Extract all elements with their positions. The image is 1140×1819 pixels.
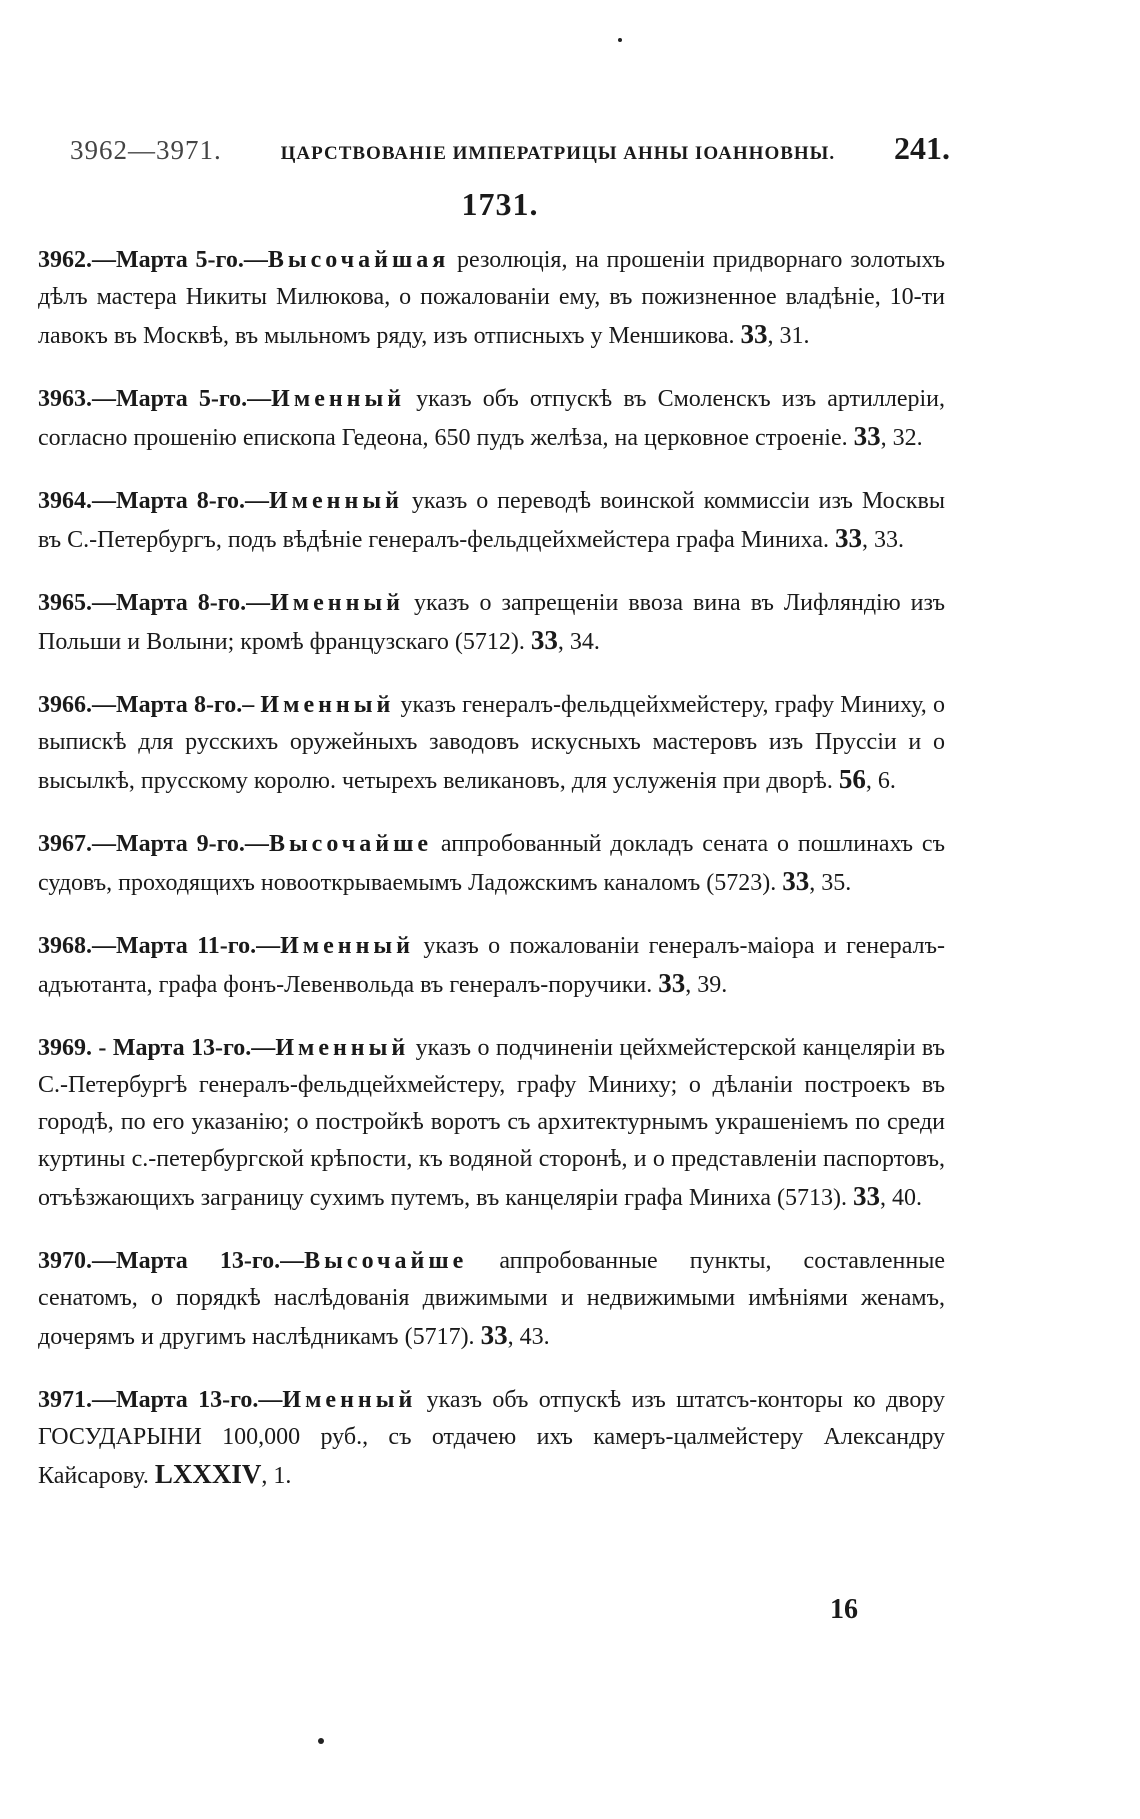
entry-number: 3966. xyxy=(38,692,92,718)
entry-volume: 33 xyxy=(658,968,686,998)
entry-volume: 33 xyxy=(835,523,862,553)
entry-kind: Высочайше xyxy=(304,1248,468,1274)
entry-number: 3963. xyxy=(38,386,92,412)
entry-volume: 33 xyxy=(530,625,558,655)
entry-number: 3968. xyxy=(38,933,92,959)
entry-date: —Марта 11-го.— xyxy=(92,933,281,959)
entry-date: —Марта 5-го.— xyxy=(92,386,272,412)
entry-kind: Именный xyxy=(269,488,403,514)
entry-text: аппробованный докладъ сената о пошлинахъ съ судовъ, проходящихъ новооткрываемымъ Ладожскимъ каналомъ (5723). xyxy=(38,831,945,896)
ink-speck xyxy=(318,1738,324,1744)
entry-page: , 32. xyxy=(880,425,923,451)
entry-date: —Марта 8-го.— xyxy=(92,488,269,514)
entry xyxy=(38,1030,945,1217)
entry-text: указъ о пожалованіи генералъ-маіора и генералъ-адъютанта, графа фонъ-Левенвольда въ генералъ-поручики. xyxy=(38,933,946,998)
entry-kind: Именный xyxy=(270,590,404,616)
entry-date: —Марта 8-го.— xyxy=(92,590,271,616)
entry xyxy=(38,483,945,559)
running-header xyxy=(70,130,950,167)
entry-text: указъ объ отпускѣ въ Смоленскъ изъ артиллеріи, согласно прошенію епископа Гедеона, 650 пудъ желѣза, на церковное строеніе. xyxy=(38,386,945,451)
running-title: ЦАРСТВОВАНІЕ ИМПЕРАТРИЦЫ АННЫ ІОАННОВНЫ. xyxy=(280,143,836,164)
entry-number: 3964. xyxy=(38,488,92,514)
entries-list xyxy=(38,242,945,1521)
entry xyxy=(38,381,945,457)
entry-kind: Именный xyxy=(271,386,406,412)
entry-number: 3971. xyxy=(38,1387,92,1413)
entry xyxy=(38,1243,945,1356)
page-number: 241. xyxy=(893,130,950,166)
entry-date: —Марта 13-го.— xyxy=(92,1248,305,1274)
entry-date: —Марта 13-го.— xyxy=(92,1387,283,1413)
entry-text: указъ о запрещеніи ввоза вина въ Лифляндію изъ Польши и Волыни; кромѣ французскаго (5712). xyxy=(38,590,945,655)
entry-page: , 35. xyxy=(809,870,852,896)
entry xyxy=(38,585,945,661)
entry-kind: Именный xyxy=(260,692,395,718)
entry-page: , 31. xyxy=(767,323,810,349)
entry-page: , 43. xyxy=(507,1324,550,1350)
entry-kind: Высочайше xyxy=(268,831,432,857)
entry-volume: 56 xyxy=(838,764,866,794)
entry-kind: Высочайшая xyxy=(267,247,450,273)
entry-page: , 1. xyxy=(261,1463,292,1489)
entry-volume: 33 xyxy=(740,319,768,349)
entry-number: 3962. xyxy=(38,247,92,273)
entry xyxy=(38,1382,945,1495)
entry xyxy=(38,242,945,355)
entry-page: , 40. xyxy=(880,1185,923,1211)
entry xyxy=(38,928,945,1004)
entry-text: резолюція, на прошеніи придворнаго золотыхъ дѣлъ мастера Никиты Милюкова, о пожалованіи ему, въ пожизненное владѣніе, 10-ти лавокъ въ Москвѣ, въ мыльномъ ряду, изъ отписныхъ у Меншикова. xyxy=(38,247,945,349)
entry-volume: LXXXIV xyxy=(154,1459,262,1489)
entry-text: указъ генералъ-фельдцейхмейстеру, графу Миниху, о выпискѣ для русскихъ оружейныхъ заводовъ искусныхъ мастеровъ изъ Пруссіи и о высылкѣ, прусскому королю. четырехъ великановъ, для услуженія при дворѣ. xyxy=(38,692,945,794)
entry-number: 3965. xyxy=(38,590,92,616)
entry-volume: 33 xyxy=(480,1320,508,1350)
entry-number: 3970. xyxy=(38,1248,92,1274)
ink-speck xyxy=(618,38,622,42)
entry-kind: Именный xyxy=(275,1035,410,1061)
entry-page: , 6. xyxy=(865,768,896,794)
entry-date: —Марта 5-го.— xyxy=(92,247,268,273)
signature-mark: 16 xyxy=(830,1594,858,1625)
entry-kind: Именный xyxy=(280,933,414,959)
entry-range: 3962—3971. xyxy=(70,135,222,165)
entry-volume: 33 xyxy=(853,421,881,451)
entry-text: указъ о подчиненіи цейхмейстерской канцеляріи въ С.-Петербургѣ генералъ-фельдцейхмейстеру, графу Миниху; о дѣланіи построекъ въ городѣ, по его указанію; о постройкѣ воротъ съ архитектурнымъ украшеніемъ по среди куртины с.-петербургской крѣпости, къ водяной сторонѣ, и о представленіи паспортовъ, отъѣзжающихъ заграницу сухимъ путемъ, въ канцеляріи графа Миниха (5713). xyxy=(38,1035,945,1211)
entry-page: , 34. xyxy=(557,629,600,655)
entry xyxy=(38,687,945,800)
entry-page: , 33. xyxy=(862,527,904,553)
entry-volume: 33 xyxy=(782,866,810,896)
entry-text: аппробованные пункты, составленные сенатомъ, о порядкѣ наслѣдованія движимыми и недвижимыми имѣніями женамъ, дочерямъ и другимъ наслѣдникамъ (5717). xyxy=(38,1248,945,1350)
entry-text: указъ о переводѣ воинской коммиссіи изъ Москвы въ С.-Петербургъ, подъ вѣдѣніе генералъ-фельдцейхмейстера графа Миниха. xyxy=(38,488,945,553)
entry-number: 3967. xyxy=(38,831,92,857)
year-heading: 1731. xyxy=(461,186,539,222)
entry-page: , 39. xyxy=(685,972,728,998)
entry xyxy=(38,826,945,902)
entry-date: —Марта 9-го.— xyxy=(92,831,269,857)
entry-date: —Марта 8-го.– xyxy=(92,692,261,718)
entry-date: - Марта 13-го.— xyxy=(92,1035,276,1061)
entry-kind: Именный xyxy=(282,1387,417,1413)
entry-text: указъ объ отпускѣ изъ штатсъ-конторы ко двору ГОСУДАРЫНИ 100,000 руб., съ отдачею ихъ камеръ-цалмейстеру Александру Кайсарову. xyxy=(38,1387,945,1489)
entry-volume: 33 xyxy=(853,1181,881,1211)
entry-number: 3969. xyxy=(38,1035,92,1061)
